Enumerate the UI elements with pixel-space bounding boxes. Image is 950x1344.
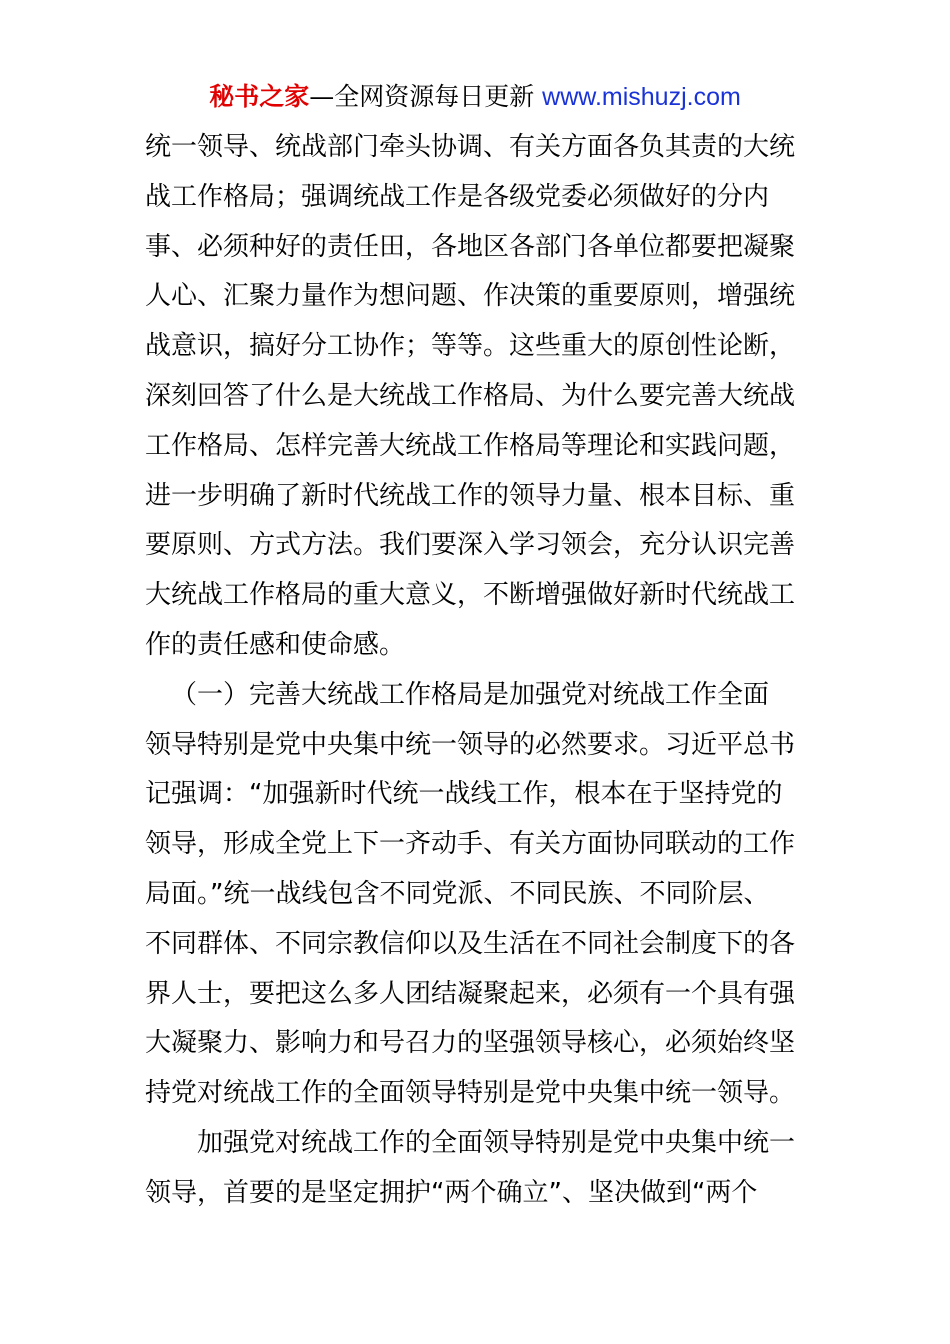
text-line: 战工作格局；强调统战工作是各级党委必须做好的分内 <box>145 181 770 212</box>
text-line: 大统战工作格局的重大意义，不断增强做好新时代统战工 <box>145 580 796 611</box>
site-slogan: —全网资源每日更新 <box>309 82 543 111</box>
site-url-link[interactable]: www.mishuzj.com <box>542 83 741 111</box>
text-line: 深刻回答了什么是大统战工作格局、为什么要完善大统战 <box>145 380 796 411</box>
brand-name: 秘书之家 <box>209 82 310 111</box>
text-line: 大凝聚力、影响力和号召力的坚强领导核心，必须始终坚 <box>145 1028 796 1059</box>
text-line: 事、必须种好的责任田，各地区各部门各单位都要把凝聚 <box>145 231 796 262</box>
document-body <box>145 123 815 1219</box>
text-line: 统一领导、统战部门牵头协调、有关方面各负其责的大统 <box>145 132 796 162</box>
text-line: 战意识，搞好分工协作；等等。这些重大的原创性论断， <box>145 331 796 362</box>
paragraph-first-line: （一）完善大统战工作格局是加强党对统战工作全面 <box>171 679 770 710</box>
text-line: 作的责任感和使命感。 <box>145 629 406 660</box>
site-header <box>0 80 950 114</box>
text-line: 进一步明确了新时代统战工作的领导力量、根本目标、重 <box>145 480 796 511</box>
text-line: 人心、汇聚力量作为想问题、作决策的重要原则，增强统 <box>145 281 796 312</box>
text-line: 不同群体、不同宗教信仰以及生活在不同社会制度下的各 <box>145 928 796 959</box>
text-line: 界人士，要把这么多人团结凝聚起来，必须有一个具有强 <box>145 978 796 1009</box>
text-line: 领导，形成全党上下一齐动手、有关方面协同联动的工作 <box>145 829 796 860</box>
text-line: 要原则、方式方法。我们要深入学习领会，充分认识完善 <box>145 530 796 561</box>
text-line: 局面。”统一战线包含不同党派、不同民族、不同阶层、 <box>145 878 770 909</box>
text-line: 领导特别是党中央集中统一领导的必然要求。习近平总书 <box>145 729 796 760</box>
text-line: 记强调：“加强新时代统一战线工作，根本在于坚持党的 <box>145 779 783 810</box>
paragraph-first-line: 加强党对统战工作的全面领导特别是党中央集中统一 <box>197 1127 796 1158</box>
text-line: 工作格局、怎样完善大统战工作格局等理论和实践问题， <box>145 430 796 461</box>
text-line: 领导，首要的是坚定拥护“两个确立”、坚决做到“两个 <box>145 1177 758 1208</box>
text-line: 持党对统战工作的全面领导特别是党中央集中统一领导。 <box>145 1078 796 1109</box>
